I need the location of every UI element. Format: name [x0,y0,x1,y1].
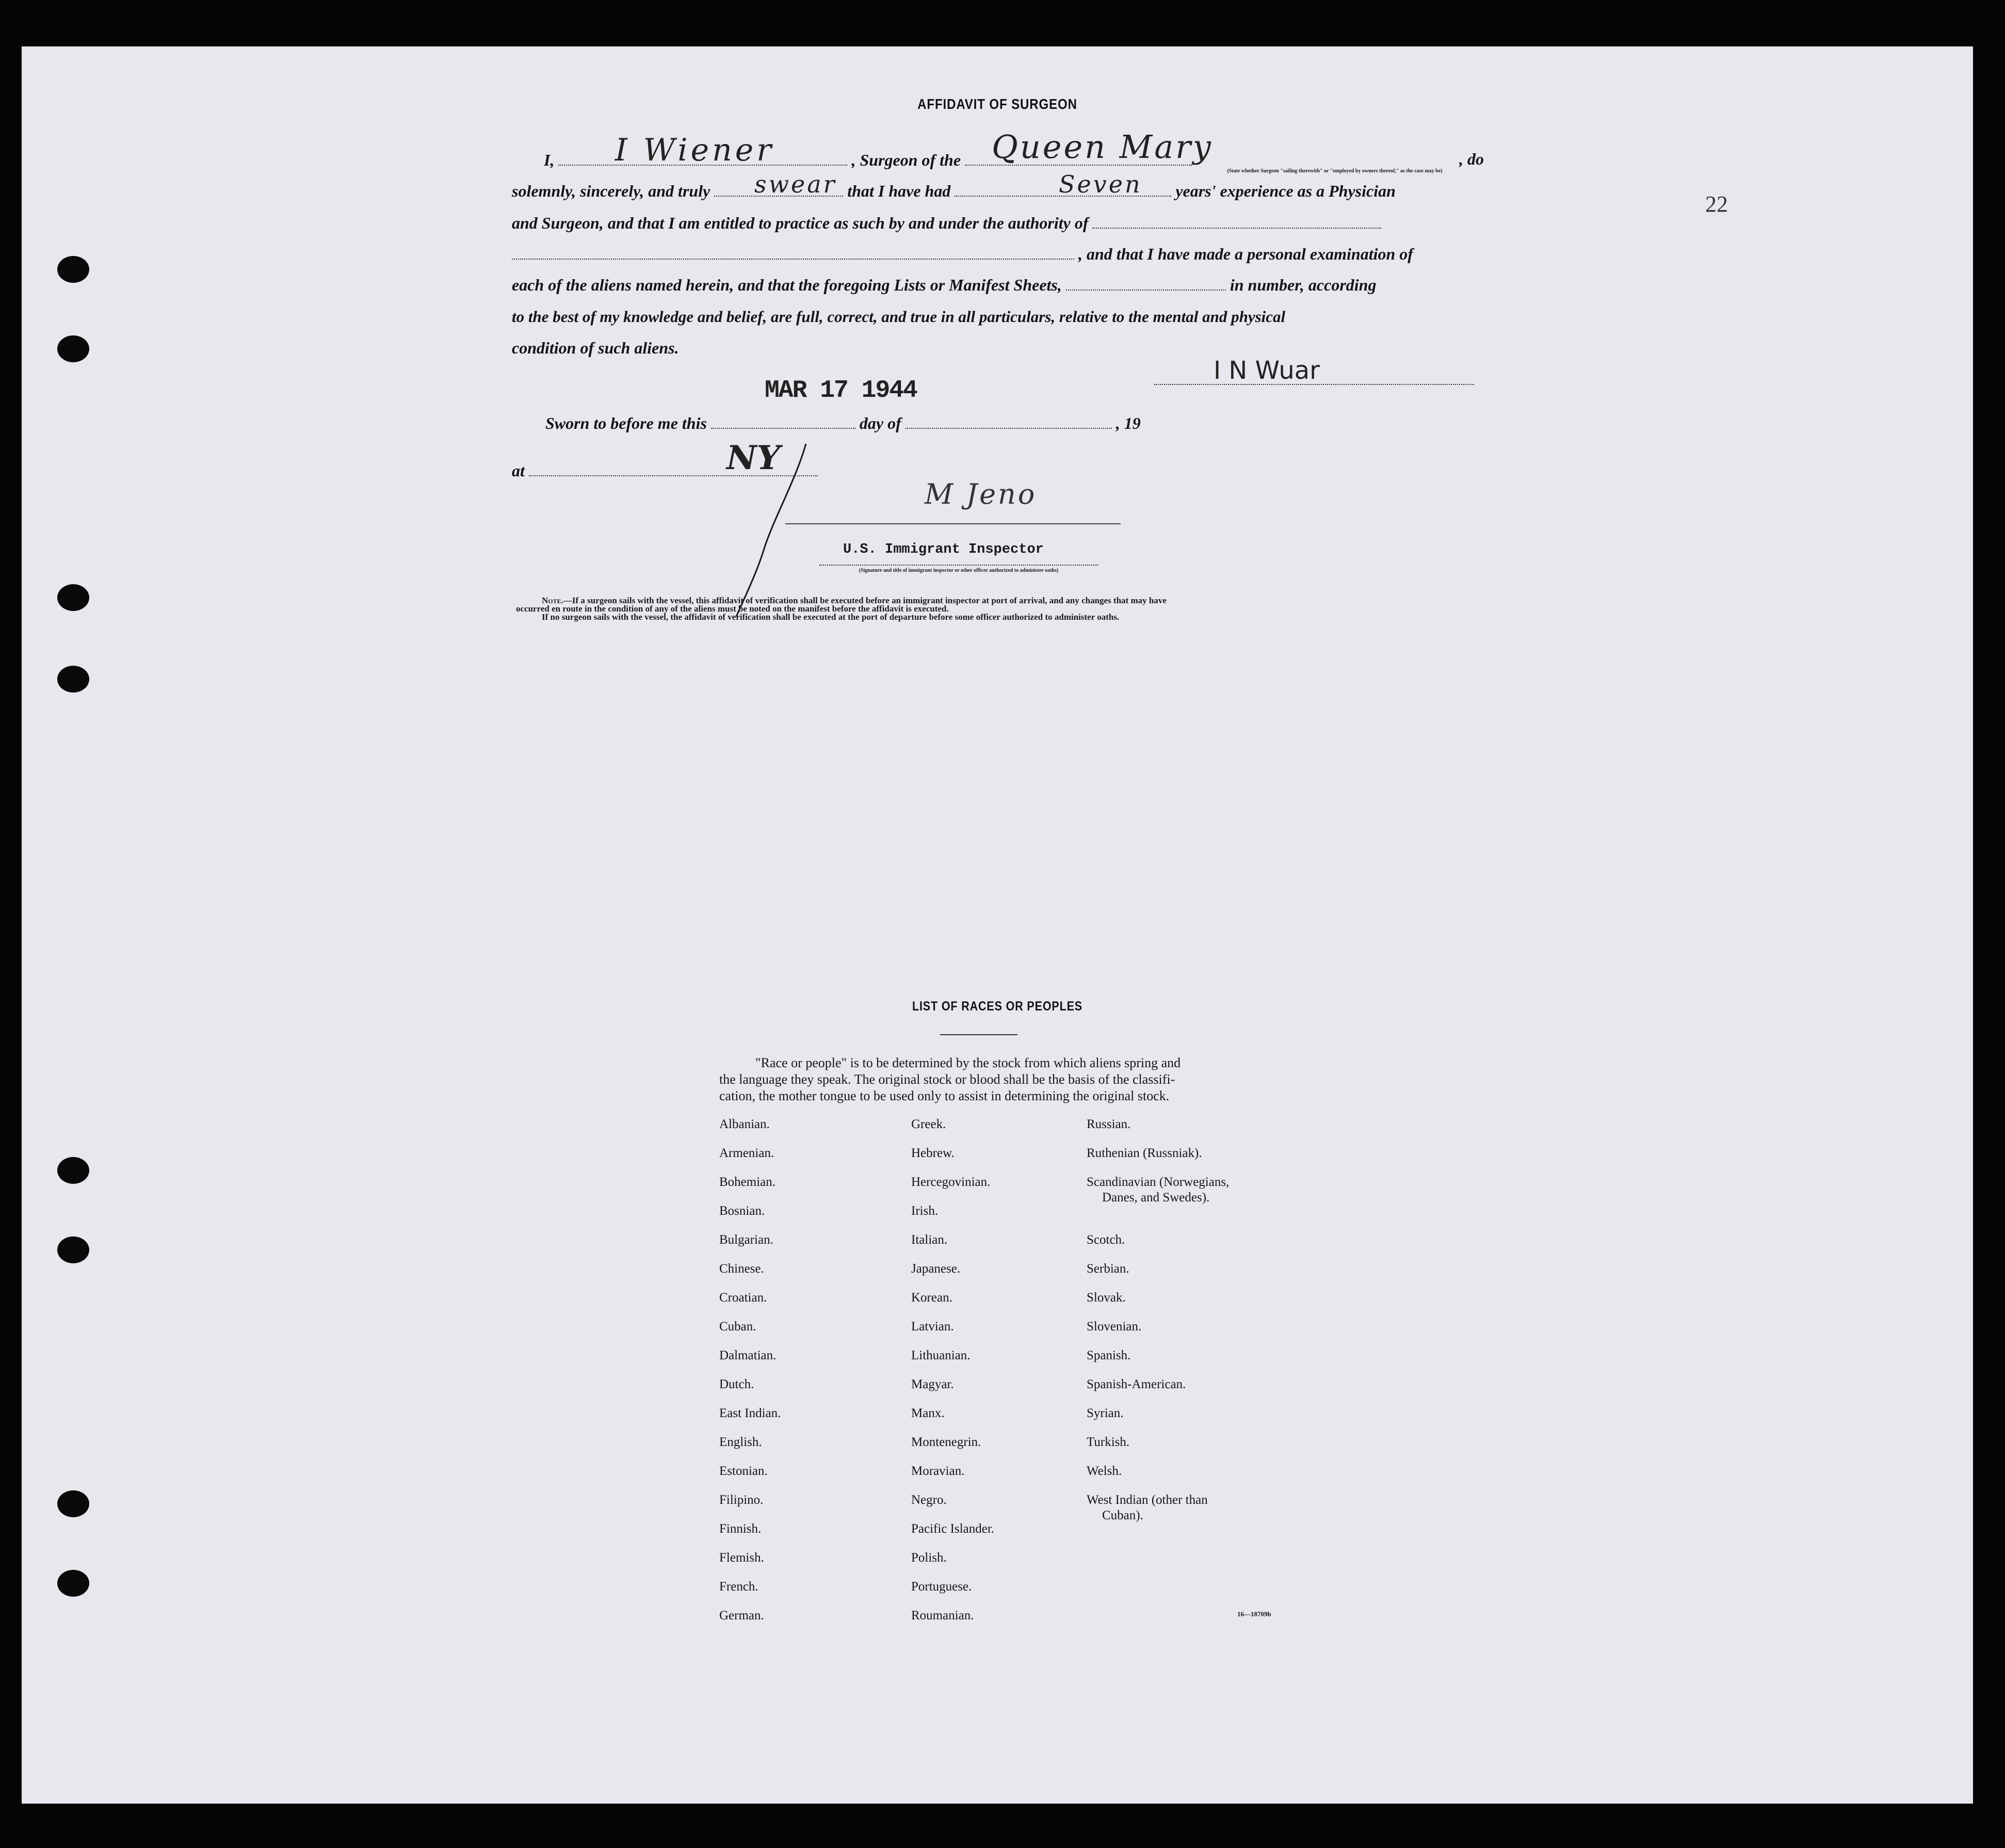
race-item: Filipino. [719,1493,764,1507]
race-item: French. [719,1580,758,1594]
races-intro [719,1055,1276,1104]
sworn-day-field [711,412,855,429]
form-number: 16—18709b [1237,1610,1271,1618]
race-item: Portuguese. [911,1580,972,1594]
affidavit-line-3 [512,207,1381,238]
race-item: Scandinavian (Norwegians, [1087,1175,1230,1189]
line2-mid: that I have had [847,182,951,200]
race-item: West Indian (other than [1087,1493,1208,1507]
race-item: Magyar. [911,1377,954,1391]
race-item: Serbian. [1087,1262,1129,1276]
binder-hole [57,335,89,362]
race-item: Turkish. [1087,1435,1130,1449]
binder-hole [57,1490,89,1517]
sworn-line [545,408,1141,439]
race-item: Chinese. [719,1262,764,1276]
note-line-3: If no surgeon sails with the vessel, the affidavit of verification shall be executed at the port of departure before some officer authorized to administer oaths. [542,612,1120,622]
affidavit-title: AFFIDAVIT OF SURGEON [917,96,1077,112]
race-item: Pacific Islander. [911,1522,995,1536]
race-item: Latvian. [911,1320,954,1333]
sworn-year: , 19 [1115,414,1141,432]
inspector-signature-line [785,523,1121,524]
oath-handwritten: swear [754,170,837,198]
surgeon-name-handwritten: I Wiener [615,132,774,168]
surgeon-signature: I N Wuar [1214,356,1320,385]
binder-hole [57,1570,89,1597]
line1-prefix: I, [544,151,555,169]
races-title: LIST OF RACES OR PEOPLES [912,999,1083,1014]
date-stamp: MAR 17 1944 [765,377,917,405]
race-item: Bohemian. [719,1175,776,1189]
race-item: Roumanian. [911,1609,974,1622]
race-item: Bulgarian. [719,1233,773,1247]
race-item: Greek. [911,1117,946,1131]
authority-field-continued [512,243,1074,260]
state-note: (State whether Surgeon "sailing therewith" or "employed by owners thereof," as the case may be) [1227,168,1443,174]
race-item: Montenegrin. [911,1435,981,1449]
race-item: Lithuanian. [911,1348,971,1362]
affidavit-line-4 [512,238,1413,269]
line1-suffix: , do [1459,150,1484,168]
races-intro-line-3: cation, the mother tongue to be used only to assist in determining the original stock. [719,1088,1170,1103]
race-item: Flemish. [719,1551,764,1565]
race-item: English. [719,1435,762,1449]
inspector-caption-line [819,565,1098,566]
race-item: Korean. [911,1291,952,1305]
sheets-count-field [1066,274,1226,291]
race-item: Dalmatian. [719,1348,777,1362]
race-item: Spanish-American. [1087,1377,1186,1391]
sworn-mid: day of [859,414,901,432]
at-handwritten: NY [726,439,781,477]
race-item: Syrian. [1087,1406,1124,1420]
race-item: Russian. [1087,1117,1131,1131]
ship-name-handwritten: Queen Mary [992,128,1213,166]
signature-caption: (Signature and title of immigrant inspector or other officer authorized to administer oaths) [859,568,1059,573]
inspector-signature: M Jeno [925,478,1037,510]
sworn-month-field [906,412,1112,429]
race-item: Ruthenian (Russniak). [1087,1146,1202,1160]
race-item: Japanese. [911,1262,961,1276]
line4-text: , and that I have made a personal examination of [1078,245,1413,263]
affidavit-line-2 [512,175,1396,206]
at-label: at [512,461,525,480]
race-item: Cuban. [719,1320,756,1333]
binder-hole [57,256,89,283]
line3-text: and Surgeon, and that I am entitled to practice as such by and under the authority of [512,214,1089,232]
race-item: Estonian. [719,1464,768,1478]
race-item: Danes, and Swedes). [1102,1191,1210,1204]
inspector-title: U.S. Immigrant Inspector [843,542,1044,557]
race-item: Scotch. [1087,1233,1125,1247]
note-text-1: —If a surgeon sails with the vessel, this affidavit of verification shall be executed before an immigrant inspector at port of arrival, and any changes that may have [563,596,1167,605]
race-item: Spanish. [1087,1348,1131,1362]
binder-hole [57,666,89,693]
race-item: Slovak. [1087,1291,1126,1305]
races-title-rule [940,1034,1017,1035]
race-item: German. [719,1609,764,1622]
race-item: Hercegovinian. [911,1175,991,1189]
race-item: East Indian. [719,1406,781,1420]
binder-hole [57,1236,89,1263]
note-line-2: occurred en route in the condition of any of the aliens must be noted on the manifest before the affidavit is executed. [516,604,949,614]
race-item: Negro. [911,1493,947,1507]
race-item: Bosnian. [719,1204,765,1218]
race-item: Albanian. [719,1117,770,1131]
years-handwritten: Seven [1059,170,1142,198]
line5-prefix: each of the aliens named herein, and that the foregoing Lists or Manifest Sheets, [512,276,1062,294]
race-item: Croatian. [719,1291,767,1305]
races-intro-line-1: "Race or people" is to be determined by the stock from which aliens spring and [755,1055,1181,1070]
document-page [22,46,1973,1804]
sworn-prefix: Sworn to before me this [545,414,707,432]
line7-text: condition of such aliens. [512,339,679,357]
page-number: 22 [1705,191,1728,217]
race-item: Polish. [911,1551,947,1565]
race-item: Slovenian. [1087,1320,1142,1333]
affidavit-line-5 [512,269,1376,300]
race-item: Manx. [911,1406,945,1420]
race-item: Armenian. [719,1146,774,1160]
race-item: Irish. [911,1204,939,1218]
races-intro-line-2: the language they speak. The original stock or blood shall be the basis of the classifi- [719,1072,1175,1087]
affidavit-line-7 [512,332,679,363]
race-item: Hebrew. [911,1146,955,1160]
affidavit-line-6 [512,301,1285,332]
race-item: Welsh. [1087,1464,1122,1478]
binder-hole [57,1157,89,1184]
line5-suffix: in number, according [1230,276,1377,294]
race-item: Moravian. [911,1464,965,1478]
race-item: Italian. [911,1233,948,1247]
note-label: Note. [542,596,563,605]
affidavit-note [516,597,1496,621]
authority-field [1092,212,1381,229]
race-item: Dutch. [719,1377,754,1391]
line6-text: to the best of my knowledge and belief, are full, correct, and true in all particulars, relative to the mental and physical [512,308,1286,326]
line1-mid: , Surgeon of the [851,151,961,169]
line2-prefix: solemnly, sincerely, and truly [512,182,710,200]
line2-suffix: years' experience as a Physician [1175,182,1396,200]
race-item: Cuban). [1102,1508,1143,1522]
race-item: Finnish. [719,1522,762,1536]
binder-hole [57,584,89,611]
